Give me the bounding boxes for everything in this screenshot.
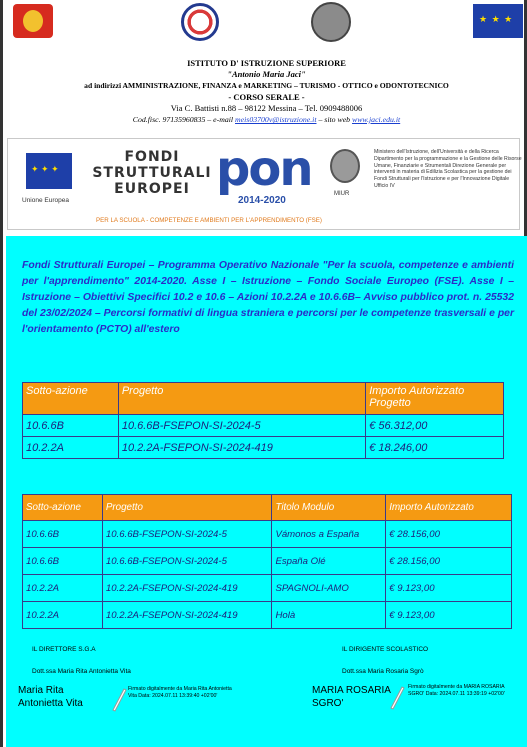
institute-name: ISTITUTO D' ISTRUZIONE SUPERIORE bbox=[187, 58, 346, 68]
fondi-line-3: EUROPEI bbox=[114, 181, 190, 197]
institute-addresses: ad indirizzi AMMINISTRAZIONE, FINANZA e MARKETING – TURISMO - OTTICO e ODONTOTECNICO bbox=[84, 81, 449, 90]
eu-flag-icon bbox=[26, 153, 72, 189]
table-cell: España Olé bbox=[272, 548, 386, 575]
istituto-logo bbox=[181, 3, 219, 41]
table-cell: 10.6.6B bbox=[23, 415, 119, 437]
table-row bbox=[23, 521, 512, 548]
dirigente-digital-signature: Firmato digitalmente da MARIA ROSARIA SGRO' Data: 2024.07.11 13:39:19 +02'00' bbox=[408, 684, 505, 697]
digital-signature-pen-icon bbox=[388, 684, 406, 710]
letterhead bbox=[3, 0, 524, 138]
website-link[interactable]: www.jaci.edu.it bbox=[352, 115, 401, 124]
column-header: Progetto bbox=[118, 383, 365, 415]
table-cell: 10.6.6B bbox=[23, 548, 103, 575]
institute-subtitle: "Antonio Maria Jaci" bbox=[227, 69, 306, 79]
eu-label: Unione Europea bbox=[22, 197, 69, 204]
email-link[interactable]: meis03700v@istruzione.it bbox=[235, 115, 317, 124]
table-row bbox=[23, 415, 504, 437]
column-header: Sotto-azione bbox=[23, 383, 119, 415]
projects-table bbox=[22, 382, 504, 459]
institute-address: Via C. Battisti n.88 – 98122 Messina – Tel. 0909488006 bbox=[170, 103, 363, 113]
table-cell: 10.2.2A-FSEPON-SI-2024-419 bbox=[118, 437, 365, 459]
institute-contacts bbox=[3, 114, 527, 125]
table-cell: 10.2.2A-FSEPON-SI-2024-419 bbox=[102, 575, 272, 602]
dsga-signature: Maria Rita Antonietta Vita bbox=[18, 685, 83, 709]
intro-paragraph: Fondi Strutturali Europei – Programma Operativo Nazionale "Per la scuola, competenze e ambienti per l'apprendimento" 2014-2020. Asse I – Istruzione – Fondo Sociale Europeo (FSE). Asse I – Istruzione – Obiettivi Specifici 10.2 e 10.6 – Azioni 10.2.2A e 10.6.6B– Avviso pubblico prot. n. 25532 del 23/02/2024 – Percorsi formativi di lingua straniera e percorsi per le competenze trasversali e per l'orientamento (PCTO) all'estero bbox=[22, 260, 514, 335]
table-cell: € 28.156,00 bbox=[386, 521, 512, 548]
table-cell: € 56.312,00 bbox=[366, 415, 504, 437]
eu-flag-logo bbox=[473, 4, 523, 38]
table-row bbox=[23, 437, 504, 459]
miur-emblem-icon bbox=[330, 149, 360, 183]
pon-tagline: PER LA SCUOLA - COMPETENZE E AMBIENTI PER L'APPRENDIMENTO (FSE) bbox=[96, 217, 322, 224]
table-cell: Vámonos a España bbox=[272, 521, 386, 548]
table-cell: 10.6.6B-FSEPON-SI-2024-5 bbox=[118, 415, 365, 437]
table-cell: 10.2.2A bbox=[23, 437, 119, 459]
table-cell: Holà bbox=[272, 602, 386, 629]
table-cell: 10.2.2A-FSEPON-SI-2024-419 bbox=[102, 602, 272, 629]
table-cell: € 18.246,00 bbox=[366, 437, 504, 459]
codice-fiscale: Cod.fisc. 97135960835 – e-mail bbox=[132, 115, 236, 124]
table-cell: SPAGNOLI-AMO bbox=[272, 575, 386, 602]
table-cell: € 28.156,00 bbox=[386, 548, 512, 575]
dirigente-name: Dott.ssa Maria Rosaria Sgrò bbox=[342, 668, 424, 675]
table-cell: 10.6.6B bbox=[23, 521, 103, 548]
announcement-section bbox=[6, 236, 527, 747]
institute-evening-course: - CORSO SERALE - bbox=[228, 92, 305, 102]
table-row bbox=[23, 602, 512, 629]
dsga-name: Dott.ssa Maria Rita Antonietta Vita bbox=[32, 668, 131, 675]
dirigente-signature: MARIA ROSARIA SGRO' bbox=[312, 685, 391, 709]
table-cell: 10.2.2A bbox=[23, 575, 103, 602]
column-header: Sotto-azione bbox=[23, 495, 103, 521]
fondi-line-1: FONDI bbox=[124, 149, 180, 165]
repubblica-emblem bbox=[311, 2, 351, 42]
fondi-strutturali-logo bbox=[92, 149, 212, 197]
dsga-role: IL DIRETTORE S.G.A bbox=[32, 646, 96, 653]
miur-description: Ministero dell'Istruzione, dell'Università e della Ricerca Dipartimento per la programmazione e la Gestione delle Risorse Umane, Finanziarie e Strumentali Direzione Generale per interventi in materia di Edilizia Scolastica per la gestione dei Fondi Strutturali per l'Istruzione e per l'Innovazione Digitale Ufficio IV bbox=[374, 149, 522, 189]
column-header: Progetto bbox=[102, 495, 272, 521]
pon-banner bbox=[7, 138, 520, 230]
dsga-digital-signature: Firmato digitalmente da Maria Rita Antonietta Vita Data: 2024.07.11 13:39:40 +02'00' bbox=[128, 686, 232, 699]
dirigente-role: IL DIRIGENTE SCOLASTICO bbox=[342, 646, 429, 653]
fondi-line-2: STRUTTURALI bbox=[92, 165, 212, 181]
contacts-separator: – sito web bbox=[316, 115, 353, 124]
regione-sicilia-logo bbox=[13, 4, 53, 38]
table-header-row bbox=[23, 383, 504, 415]
table-row bbox=[23, 548, 512, 575]
pon-years: 2014-2020 bbox=[238, 195, 286, 206]
table-cell: € 9.123,00 bbox=[386, 602, 512, 629]
table-cell: 10.6.6B-FSEPON-SI-2024-5 bbox=[102, 521, 272, 548]
table-header-row bbox=[23, 495, 512, 521]
modules-table bbox=[22, 494, 512, 629]
digital-signature-pen-icon bbox=[110, 686, 128, 712]
table-cell: 10.2.2A bbox=[23, 602, 103, 629]
column-header: Importo Autorizzato Progetto bbox=[366, 383, 504, 415]
table-row bbox=[23, 575, 512, 602]
column-header: Titolo Modulo bbox=[272, 495, 386, 521]
table-cell: 10.6.6B-FSEPON-SI-2024-5 bbox=[102, 548, 272, 575]
pon-logo: pon bbox=[216, 141, 312, 197]
column-header: Importo Autorizzato bbox=[386, 495, 512, 521]
miur-label: MIUR bbox=[334, 191, 350, 197]
table-cell: € 9.123,00 bbox=[386, 575, 512, 602]
